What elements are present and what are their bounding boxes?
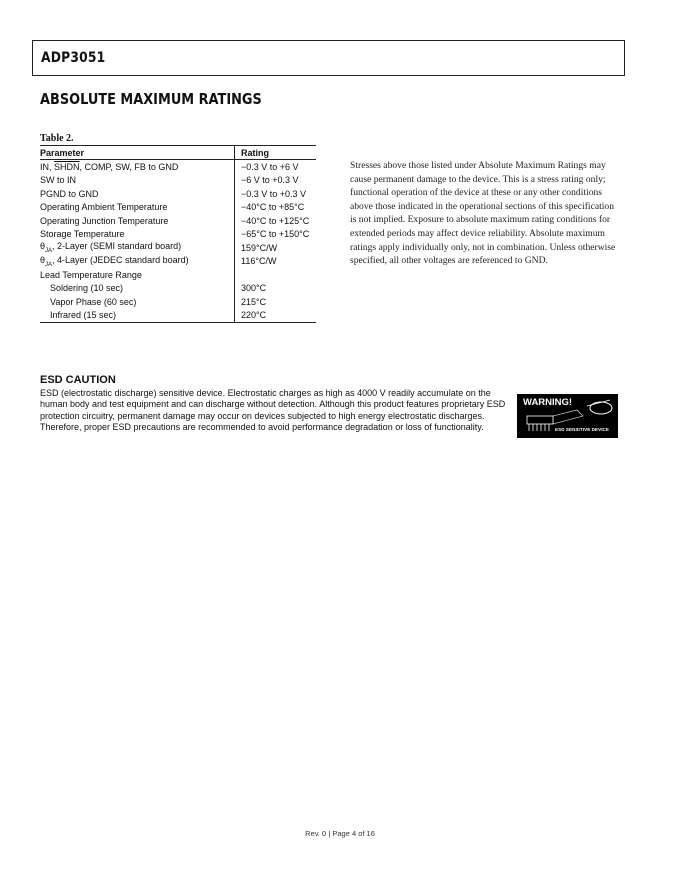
table-row: [40, 255, 316, 269]
table-row: [40, 201, 316, 215]
table-row: [40, 309, 316, 323]
theta-subscript: JA: [45, 261, 53, 268]
table-row: [40, 160, 316, 174]
header-box: [32, 40, 625, 76]
theta-subscript: JA: [45, 248, 53, 255]
table-header-row: [40, 146, 316, 160]
ratings-table: [40, 145, 316, 323]
rating-cell: 215°C: [235, 295, 317, 309]
stress-note: Stresses above those listed under Absolute Maximum Ratings may cause permanent damage to the device. This is a stress rating only; functional operation of the device at these or any other conditions above those indicated in the operational sections of this specification is not implied. Exposure to absolute maximum rating conditions for extended periods may affect device reliability. Absolute maximum ratings apply individually only, not in combination. Unless otherwise specified, all other voltages are referenced to GND.: [350, 160, 616, 267]
rating-cell: [235, 268, 317, 282]
parameter-cell: PGND to GND: [40, 188, 99, 199]
section-title: ABSOLUTE MAXIMUM RATINGS: [40, 90, 262, 108]
rating-cell: 116°C/W: [235, 255, 317, 269]
theta-symbol: θ: [40, 254, 46, 265]
rating-cell: 159°C/W: [235, 241, 317, 255]
parameter-text-post: , COMP, SW, FB to GND: [79, 161, 179, 172]
parameter-text-pre: IN,: [40, 161, 55, 172]
table-row: [40, 241, 316, 255]
rating-cell: −0.3 V to +6 V: [235, 160, 317, 174]
rating-cell: −0.3 V to +0.3 V: [235, 187, 317, 201]
rating-cell: −40°C to +85°C: [235, 201, 317, 215]
column-header-parameter: Parameter: [40, 146, 235, 160]
table-caption: Table 2.: [40, 133, 74, 144]
esd-badge-subtitle: ESD SENSITIVE DEVICE: [555, 427, 610, 432]
parameter-cell: [40, 255, 235, 269]
esd-warning-badge: [517, 394, 618, 438]
esd-caution-title: ESD CAUTION: [40, 374, 116, 386]
part-number: ADP3051: [41, 50, 106, 66]
rating-cell: −65°C to +150°C: [235, 228, 317, 242]
theta-symbol: θ: [40, 241, 46, 252]
parameter-text: , 4-Layer (JEDEC standard board): [52, 254, 189, 265]
rating-cell: −40°C to +125°C: [235, 214, 317, 228]
parameter-cell: Vapor Phase (60 sec): [50, 296, 137, 307]
parameter-cell: Operating Junction Temperature: [40, 215, 169, 226]
rating-cell: 220°C: [235, 309, 317, 323]
table-row: [40, 214, 316, 228]
esd-badge-warning: WARNING!: [523, 397, 573, 408]
parameter-text: , 2-Layer (SEMI standard board): [52, 241, 182, 252]
parameter-cell: [40, 241, 235, 255]
parameter-cell: Operating Ambient Temperature: [40, 202, 168, 213]
column-header-rating: Rating: [235, 146, 317, 160]
page-footer: Rev. 0 | Page 4 of 16: [305, 829, 375, 838]
parameter-cell: Lead Temperature Range: [40, 269, 142, 280]
table-row: [40, 187, 316, 201]
rating-cell: −6 V to +0.3 V: [235, 174, 317, 188]
rating-cell: 300°C: [235, 282, 317, 296]
esd-caution-text: ESD (electrostatic discharge) sensitive device. Electrostatic charges as high as 4000 V readily accumulate on the human body and test equipment and can discharge without detection. Although this product features proprietary ESD protection circuitry, permanent damage may occur on devices subjected to high energy electrostatic discharges. Therefore, proper ESD precautions are recommended to avoid performance degradation or loss of functionality.: [40, 388, 506, 433]
parameter-cell: Soldering (10 sec): [50, 283, 124, 294]
parameter-cell: Infrared (15 sec): [40, 309, 235, 323]
parameter-cell: Storage Temperature: [40, 229, 125, 240]
table-row: [40, 282, 316, 296]
table-row: [40, 268, 316, 282]
table-row: [40, 228, 316, 242]
shdn-overline-text: SHDN: [54, 161, 80, 172]
parameter-cell: SW to IN: [40, 175, 77, 186]
table-row: [40, 174, 316, 188]
parameter-cell: [40, 160, 235, 174]
table-row: [40, 295, 316, 309]
